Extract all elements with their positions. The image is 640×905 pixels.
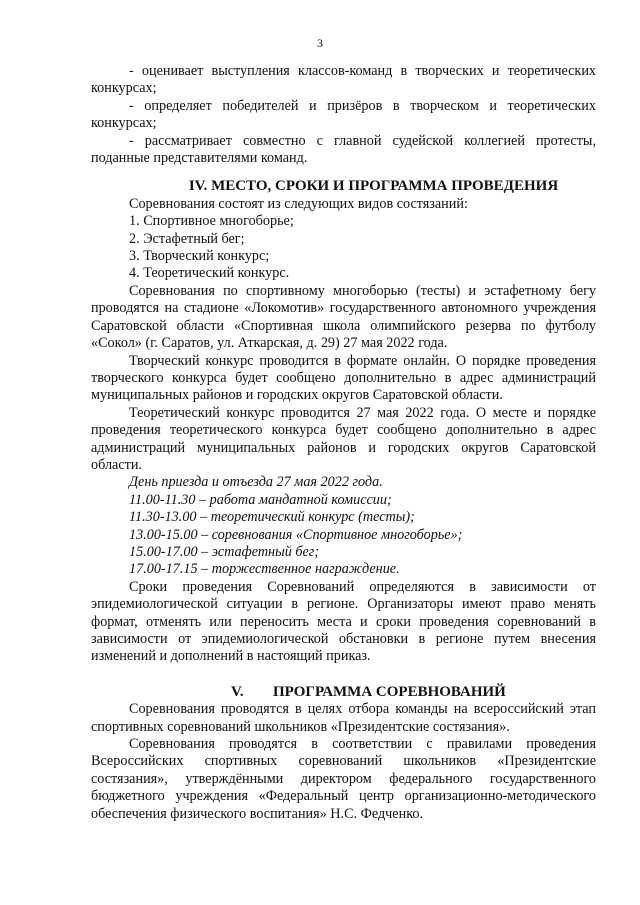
- section-5-paragraph-2: Соревнования проводятся в соответствии с правилами проведения Всероссийских спортивных соревнований школьников «Президентские состязания», утверждёнными директором федерального государственного бюджетного учреждения «Федеральный центр организационно-методического обеспечения физического воспитания» Н.С. Федченко.: [91, 736, 596, 822]
- schedule-line-1: День приезда и отъезда 27 мая 2022 года.: [129, 474, 383, 491]
- section-4-lead: Соревнования состоят из следующих видов состязаний:: [129, 195, 468, 212]
- venue-paragraph: Соревнования по спортивному многоборью (тесты) и эстафетному бегу проводятся на стадионе «Локомотив» государственного автономного учреждения Саратовской области «Спортивная школа олимпийского резерва по футболу «Сокол» (г. Саратов, ул. Аткарская, д. 29) 27 мая 2022 года.: [91, 282, 596, 352]
- list-item-2: 2. Эстафетный бег;: [129, 230, 245, 247]
- section-5-number: V.: [231, 683, 244, 700]
- theory-contest-paragraph: Теоретический конкурс проводится 27 мая 2022 года. О месте и порядке проведения теоретического конкурса будет сообщено дополнительно в адрес администраций муниципальных районов и городских округов Саратовской области.: [91, 404, 596, 473]
- document-body: [91, 63, 596, 823]
- intro-item-2: - определяет победителей и призёров в творческом и теоретических конкурсах;: [91, 97, 596, 132]
- intro-item-3: - рассматривает совместно с главной судейской коллегией протесты, поданные представителями команд.: [91, 132, 596, 167]
- list-item-4: 4. Теоретический конкурс.: [129, 265, 290, 282]
- intro-item-1: - оценивает выступления классов-команд в творческих и теоретических конкурсах;: [91, 63, 596, 97]
- schedule-line-5: 15.00-17.00 – эстафетный бег;: [129, 543, 320, 560]
- list-item-1: 1. Спортивное многоборье;: [129, 213, 294, 230]
- section-4-heading: IV. МЕСТО, СРОКИ И ПРОГРАММА ПРОВЕДЕНИЯ: [188, 178, 559, 195]
- section-5-paragraph-1: Соревнования проводятся в целях отбора команды на всероссийский этап спортивных соревнований школьников «Президентские состязания».: [91, 701, 596, 735]
- terms-paragraph: Сроки проведения Соревнований определяются в зависимости от эпидемиологической ситуации в регионе. Организаторы имеют право менять формат, отменять или переносить места и сроки проведения соревнований в зависимости от эпидемиологической обстановки в регионе путем внесения изменений и дополнений в настоящий приказ.: [91, 578, 596, 665]
- section-5-heading: [91, 684, 596, 701]
- schedule-line-2: 11.00-11.30 – работа мандатной комиссии;: [129, 491, 392, 508]
- schedule-line-4: 13.00-15.00 – соревнования «Спортивное многоборье»;: [129, 526, 463, 543]
- list-item-3: 3. Творческий конкурс;: [129, 248, 270, 265]
- creative-contest-paragraph: Творческий конкурс проводится в формате онлайн. О порядке проведения творческого конкурса будет сообщено дополнительно в адрес администраций муниципальных районов и городских округов Саратовской области.: [91, 352, 596, 404]
- section-5-title: ПРОГРАММА СОРЕВНОВАНИЙ: [273, 683, 506, 700]
- schedule-line-3: 11.30-13.00 – теоретический конкурс (тесты);: [129, 509, 415, 526]
- page-number: 3: [317, 36, 323, 50]
- schedule-line-6: 17.00-17.15 – торжественное награждение.: [129, 561, 400, 578]
